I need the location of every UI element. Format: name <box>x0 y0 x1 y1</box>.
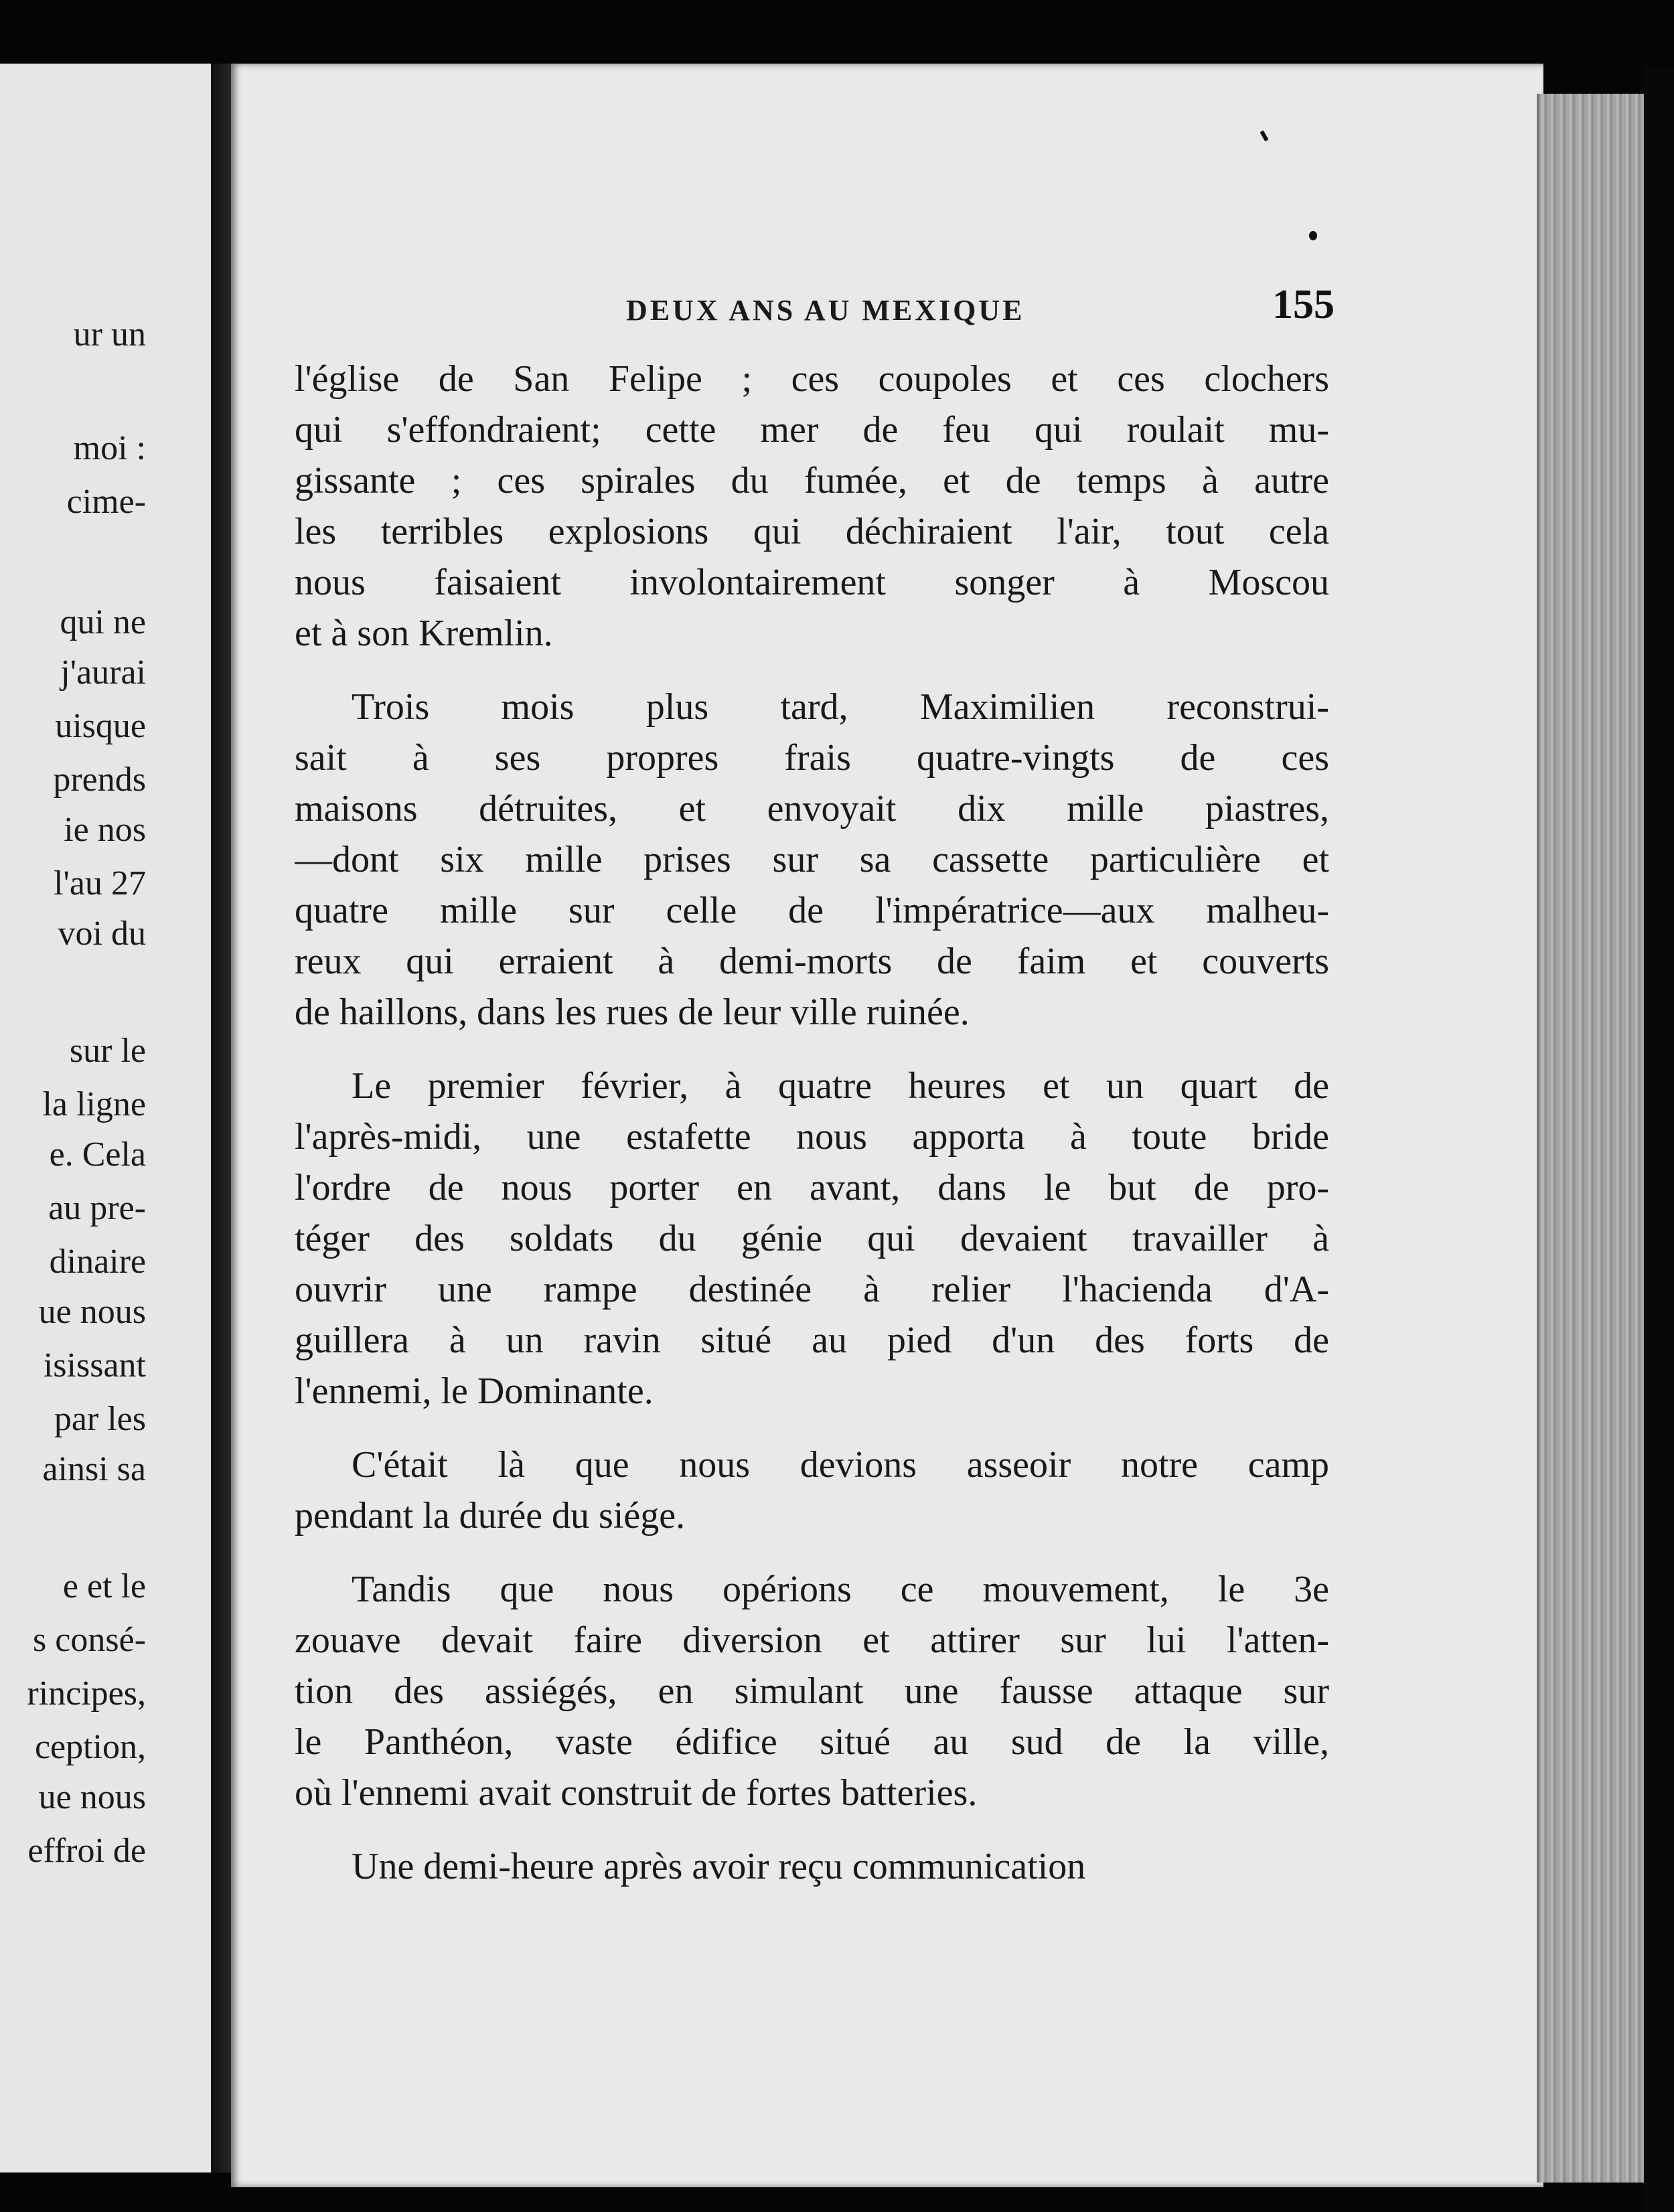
text-line: Le premier février, à quatre heures et un quart de <box>352 1065 1329 1107</box>
facing-page <box>0 64 211 2172</box>
facing-page-line: cime- <box>66 483 146 521</box>
text-line: ouvrir une rampe destinée à relier l'hacienda d'A- <box>295 1269 1329 1310</box>
text-line: téger des soldats du génie qui devaient travailler à <box>295 1218 1329 1259</box>
ink-speck <box>1309 231 1317 240</box>
facing-page-line: voi du <box>58 915 146 953</box>
facing-page-line: l'au 27 <box>54 864 146 902</box>
background-edge <box>1644 67 1674 2212</box>
facing-page-line: ue nous <box>38 1778 146 1816</box>
facing-page-line: prends <box>53 761 146 799</box>
text-line: l'ennemi, le Dominante. <box>295 1370 654 1412</box>
paragraph-gap <box>295 1818 1329 1841</box>
facing-page-line: au pre- <box>48 1189 146 1227</box>
facing-page-line: dinaire <box>49 1243 146 1281</box>
text-line: l'après-midi, une estafette nous apporta à toute bride <box>295 1116 1329 1158</box>
page-stack-edge <box>1537 94 1647 2183</box>
text-line: maisons détruites, et envoyait dix mille piastres, <box>295 788 1329 830</box>
text-line: —dont six mille prises sur sa cassette particulière et <box>295 839 1329 880</box>
facing-page-line: ur un <box>73 315 146 353</box>
paragraph <box>295 1564 1329 1818</box>
text-line: reux qui erraient à demi-morts de faim et couverts <box>295 941 1329 982</box>
text-line: C'était là que nous devions asseoir notre camp <box>352 1444 1329 1486</box>
text-line: de haillons, dans les rues de leur ville ruinée. <box>295 992 970 1033</box>
text-line: quatre mille sur celle de l'impératrice—aux malheu- <box>295 890 1329 931</box>
facing-page-line: isissant <box>43 1346 146 1385</box>
text-line: guillera à un ravin situé au pied d'un des forts de <box>295 1320 1329 1361</box>
facing-page-line: ue nous <box>38 1293 146 1331</box>
facing-page-line: ie nos <box>64 811 146 849</box>
facing-page-line: moi : <box>73 429 146 467</box>
text-line: l'ordre de nous porter en avant, dans le but de pro- <box>295 1167 1329 1208</box>
facing-page-line: s consé- <box>33 1621 146 1659</box>
paragraph <box>295 1841 1329 1892</box>
paragraph <box>295 1060 1329 1417</box>
paragraph <box>295 353 1329 659</box>
text-line: le Panthéon, vaste édifice situé au sud de la ville, <box>295 1721 1329 1763</box>
paragraph-gap <box>295 659 1329 682</box>
text-line: où l'ennemi avait construit de fortes batteries. <box>295 1772 978 1814</box>
facing-page-line: effroi de <box>27 1832 146 1870</box>
paragraph-gap <box>295 1541 1329 1564</box>
text-line: sait à ses propres frais quatre-vingts de ces <box>295 737 1329 779</box>
paragraph <box>295 682 1329 1038</box>
facing-page-line: la ligne <box>42 1085 146 1123</box>
text-line: l'église de San Felipe ; ces coupoles et ces clochers <box>295 358 1329 400</box>
text-line: zouave devait faire diversion et attirer sur lui l'atten- <box>295 1620 1329 1661</box>
text-line: et à son Kremlin. <box>295 613 553 654</box>
facing-page-line: par les <box>54 1400 146 1438</box>
text-line: Une demi-heure après avoir reçu communication <box>352 1846 1086 1887</box>
facing-page-line: j'aurai <box>60 653 146 692</box>
facing-page-line: uisque <box>55 707 146 745</box>
paragraph-gap <box>295 1038 1329 1060</box>
facing-page-line: e. Cela <box>49 1135 146 1174</box>
text-line: tion des assiégés, en simulant une fausse attaque sur <box>295 1670 1329 1712</box>
facing-page-line: ception, <box>34 1728 146 1766</box>
paragraph <box>295 1439 1329 1541</box>
facing-page-line: qui ne <box>60 603 146 641</box>
paragraph-gap <box>295 1417 1329 1439</box>
text-line: nous faisaient involontairement songer à Moscou <box>295 562 1329 603</box>
running-title: DEUX ANS AU MEXIQUE <box>626 294 1025 327</box>
facing-page-line: ainsi sa <box>42 1450 146 1488</box>
page-number: 155 <box>1272 282 1335 327</box>
text-line: pendant la durée du siége. <box>295 1495 686 1536</box>
text-line: qui s'effondraient; cette mer de feu qui roulait mu- <box>295 409 1329 451</box>
text-line: les terribles explosions qui déchiraient l'air, tout cela <box>295 511 1329 552</box>
facing-page-line: e et le <box>62 1567 146 1605</box>
facing-page-line: sur le <box>69 1032 146 1070</box>
text-line: Trois mois plus tard, Maximilien reconstrui- <box>352 686 1329 728</box>
facing-page-line: rincipes, <box>27 1674 146 1713</box>
body-text <box>295 353 1329 1892</box>
text-line: Tandis que nous opérions ce mouvement, le 3e <box>352 1569 1329 1610</box>
text-line: gissante ; ces spirales du fumée, et de temps à autre <box>295 460 1329 501</box>
